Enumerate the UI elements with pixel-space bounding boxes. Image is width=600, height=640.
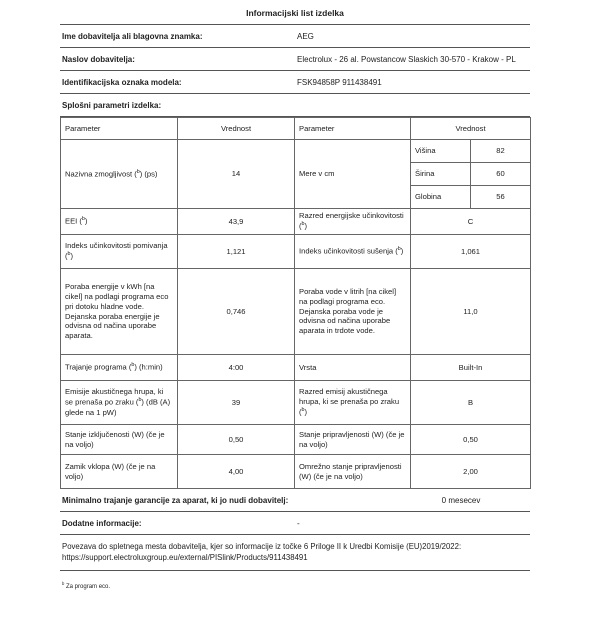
drying-index-value: 1,061 [411, 235, 531, 269]
noise-class-value: B [411, 381, 531, 425]
warranty-value: 0 mesecev [441, 495, 481, 505]
energy-use-label: Poraba energije v kWh [na cikel] na podlagi programa eco pri dotoku hladne vode. Dejanska poraba energije je odvisna od načina uporabe aparata. [61, 269, 178, 355]
table-row [61, 425, 531, 455]
duration-value: 4:00 [178, 355, 295, 381]
off-mode-label: Stanje izključenosti (W) (če je na voljo) [61, 425, 178, 455]
cleaning-index-value: 1,121 [178, 235, 295, 269]
water-use-value: 11,0 [411, 269, 531, 355]
model-value: FSK94858P 911438491 [297, 77, 382, 87]
address-value: Electrolux - 26 al. Powstancow Slaskich 30-570 - Krakow - PL [297, 54, 516, 64]
table-row [61, 269, 531, 355]
table-row [61, 355, 531, 381]
delay-start-value: 4,00 [178, 455, 295, 489]
parameters-table [60, 117, 531, 489]
supplier-value: AEG [297, 31, 314, 41]
header-parameter: Parameter [61, 118, 178, 140]
width-label: Širina [411, 163, 471, 186]
type-label: Vrsta [295, 355, 411, 381]
height-value: 82 [471, 140, 531, 163]
dimensions-label: Mere v cm [295, 140, 411, 209]
address-row [60, 48, 530, 71]
table-row [61, 235, 531, 269]
energy-class-label: Razred energijske učinkovitosti ($^b$) [295, 209, 411, 235]
off-mode-value: 0,50 [178, 425, 295, 455]
footnote-text: Za program eco. [66, 583, 111, 590]
standby-value: 0,50 [411, 425, 531, 455]
width-value: 60 [471, 163, 531, 186]
noise-label: Emisije akustičnega hrupa, ki se prenaša po zraku ($^b$) (dB (A) glede na 1 pW) [61, 381, 178, 425]
product-information-sheet [60, 0, 530, 600]
depth-label: Globina [411, 186, 471, 209]
capacity-label: Nazivna zmogljivost ($^b$) (ps) [61, 140, 178, 209]
supplier-label: Ime dobavitelja ali blagovna znamka: [62, 31, 203, 41]
networked-standby-value: 2,00 [411, 455, 531, 489]
standby-label: Stanje pripravljenosti (W) (če je na voljo) [295, 425, 411, 455]
table-row [61, 209, 531, 235]
additional-info-value: - [297, 518, 300, 528]
supplier-row [60, 25, 530, 48]
table-row [61, 381, 531, 425]
model-row [60, 71, 530, 94]
networked-standby-label: Omrežno stanje pripravljenosti (W) (če je na voljo) [295, 455, 411, 489]
table-header-row [61, 118, 531, 140]
noise-value: 39 [178, 381, 295, 425]
header-value: Vrednost [178, 118, 295, 140]
table-row [61, 140, 531, 163]
warranty-label: Minimalno trajanje garancije za aparat, ki jo nudi dobavitelj: [62, 495, 289, 505]
water-use-label: Poraba vode v litrih [na cikel] na podlagi programa eco. Dejanska poraba vode je odvisna od načina uporabe aparata in trdote vode. [295, 269, 411, 355]
table-row [61, 455, 531, 489]
type-value: Built-In [411, 355, 531, 381]
sheet-title: Informacijski list izdelka [60, 0, 530, 25]
eei-label: EEI ($^b$) [61, 209, 178, 235]
energy-class-value: C [411, 209, 531, 235]
warranty-row [60, 489, 530, 512]
eei-value: 43,9 [178, 209, 295, 235]
footnote [60, 571, 530, 600]
additional-info-label: Dodatne informacije: [62, 518, 142, 528]
supplier-link-text: Povezava do spletnega mesta dobavitelja, kjer so informacije iz točke 6 Priloge II k Uredbi Komisije (EU)2019/2022: https://support.electroluxgroup.eu/external/PISlink/Products/911438491 [60, 535, 530, 571]
duration-label: Trajanje programa ($^b$) (h:min) [61, 355, 178, 381]
general-section-heading: Splošni parametri izdelka: [60, 94, 530, 117]
depth-value: 56 [471, 186, 531, 209]
cleaning-index-label: Indeks učinkovitosti pomivanja ($^b$) [61, 235, 178, 269]
height-label: Višina [411, 140, 471, 163]
energy-use-value: 0,746 [178, 269, 295, 355]
capacity-value: 14 [178, 140, 295, 209]
model-label: Identifikacijska oznaka modela: [62, 77, 182, 87]
footnote-marker: b [62, 580, 65, 586]
address-label: Naslov dobavitelja: [62, 54, 135, 64]
noise-class-label: Razred emisij akustičnega hrupa, ki se prenaša po zraku ($^b$) [295, 381, 411, 425]
header-parameter-2: Parameter [295, 118, 411, 140]
additional-info-row [60, 512, 530, 535]
header-value-2: Vrednost [411, 118, 531, 140]
delay-start-label: Zamik vklopa (W) (če je na voljo) [61, 455, 178, 489]
drying-index-label: Indeks učinkovitosti sušenja ($^b$) [295, 235, 411, 269]
